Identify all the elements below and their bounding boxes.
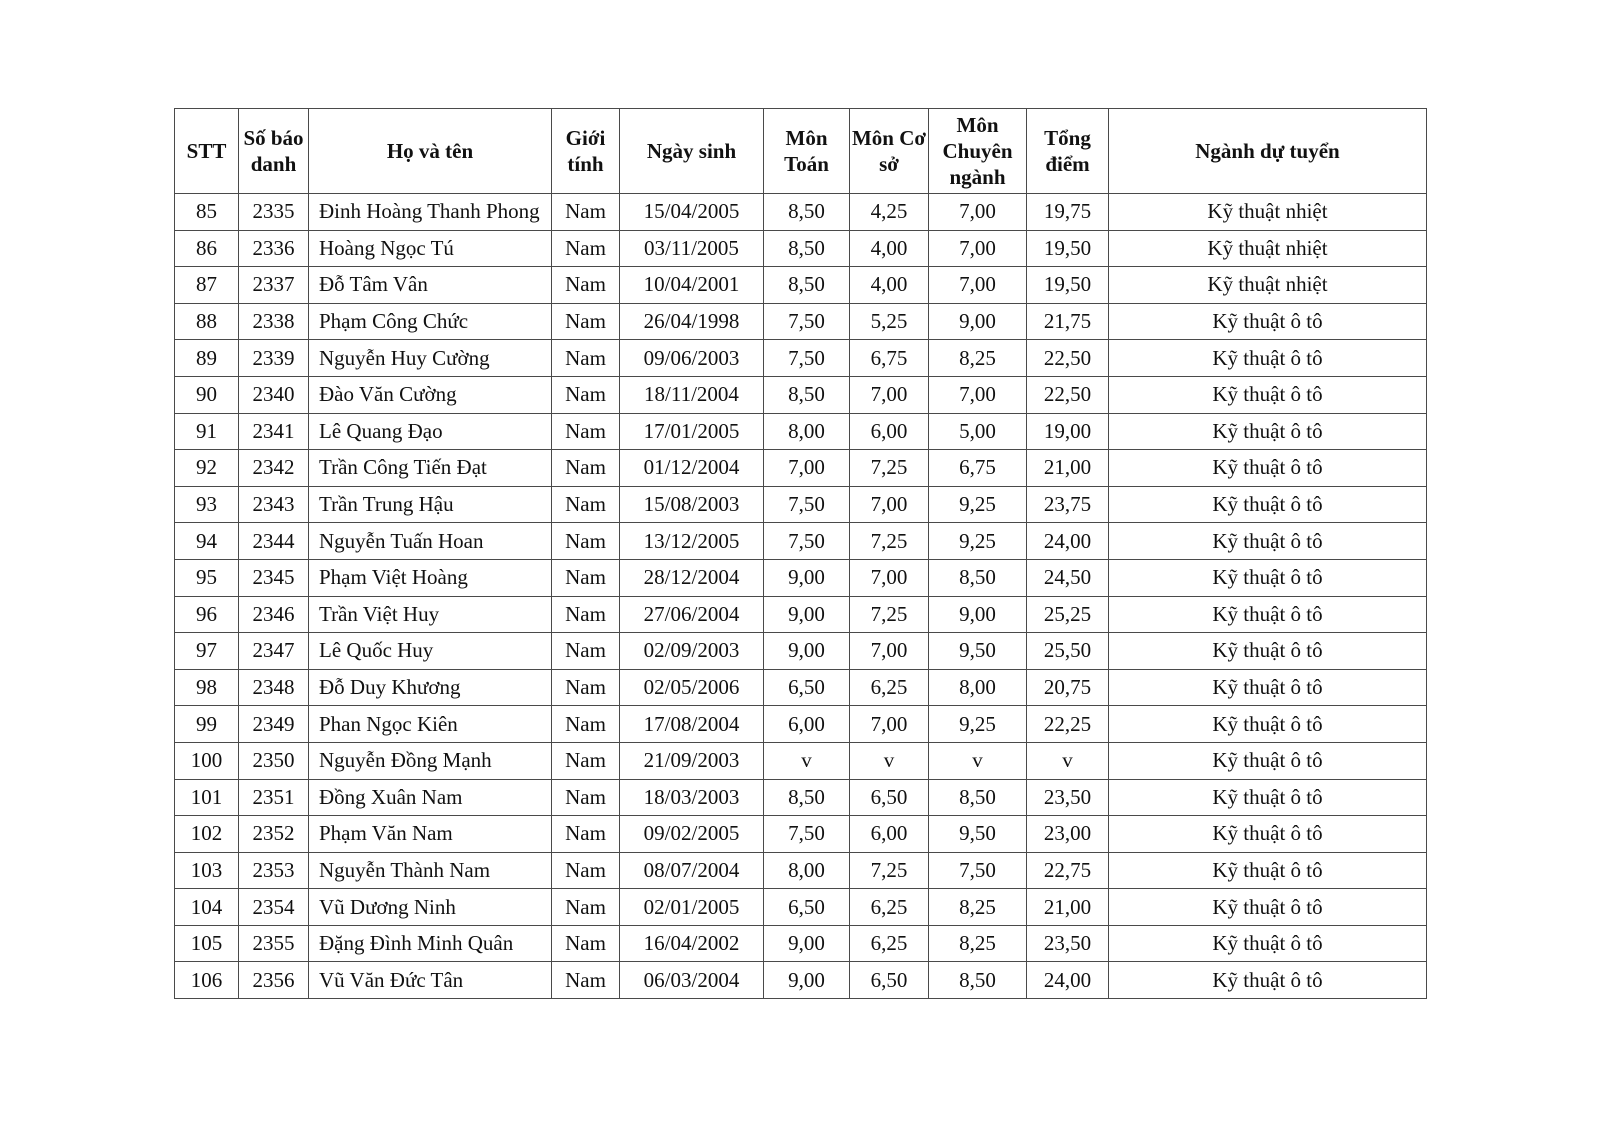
cell-major-subject: v [929, 742, 1027, 779]
cell-full-name: Trần Việt Huy [309, 596, 552, 633]
cell-major: Kỹ thuật ô tô [1109, 925, 1427, 962]
cell-gender: Nam [552, 523, 620, 560]
cell-math: 8,50 [764, 194, 850, 231]
cell-foundation: 6,50 [850, 779, 929, 816]
cell-major: Kỹ thuật ô tô [1109, 633, 1427, 670]
cell-foundation: 7,00 [850, 559, 929, 596]
cell-math: 9,00 [764, 962, 850, 999]
cell-stt: 103 [175, 852, 239, 889]
cell-major: Kỹ thuật ô tô [1109, 303, 1427, 340]
cell-major: Kỹ thuật ô tô [1109, 852, 1427, 889]
header-gender: Giới tính [552, 109, 620, 194]
cell-stt: 85 [175, 194, 239, 231]
cell-birth-date: 15/04/2005 [620, 194, 764, 231]
table-row [175, 559, 1427, 596]
cell-registration-number: 2356 [239, 962, 309, 999]
cell-gender: Nam [552, 340, 620, 377]
cell-foundation: 6,00 [850, 816, 929, 853]
table-row [175, 230, 1427, 267]
cell-full-name: Trần Trung Hậu [309, 486, 552, 523]
header-math: Môn Toán [764, 109, 850, 194]
cell-birth-date: 06/03/2004 [620, 962, 764, 999]
cell-stt: 101 [175, 779, 239, 816]
cell-major: Kỹ thuật ô tô [1109, 559, 1427, 596]
cell-major-subject: 9,50 [929, 816, 1027, 853]
header-foundation: Môn Cơ sở [850, 109, 929, 194]
table-row [175, 816, 1427, 853]
cell-full-name: Trần Công Tiến Đạt [309, 450, 552, 487]
table-row [175, 962, 1427, 999]
cell-gender: Nam [552, 669, 620, 706]
cell-registration-number: 2336 [239, 230, 309, 267]
cell-major-subject: 8,25 [929, 925, 1027, 962]
table-row [175, 413, 1427, 450]
cell-registration-number: 2352 [239, 816, 309, 853]
cell-full-name: Nguyễn Đồng Mạnh [309, 742, 552, 779]
table-row [175, 633, 1427, 670]
cell-gender: Nam [552, 194, 620, 231]
cell-registration-number: 2350 [239, 742, 309, 779]
cell-foundation: 5,25 [850, 303, 929, 340]
cell-stt: 89 [175, 340, 239, 377]
cell-stt: 99 [175, 706, 239, 743]
cell-full-name: Đồng Xuân Nam [309, 779, 552, 816]
cell-major-subject: 9,25 [929, 523, 1027, 560]
cell-gender: Nam [552, 413, 620, 450]
table-row [175, 486, 1427, 523]
cell-total-score: 25,50 [1027, 633, 1109, 670]
table-row [175, 706, 1427, 743]
header-major-subject: Môn Chuyên ngành [929, 109, 1027, 194]
cell-registration-number: 2337 [239, 267, 309, 304]
header-row [175, 109, 1427, 194]
cell-major-subject: 8,00 [929, 669, 1027, 706]
cell-birth-date: 26/04/1998 [620, 303, 764, 340]
table-row [175, 523, 1427, 560]
cell-birth-date: 01/12/2004 [620, 450, 764, 487]
cell-foundation: 6,75 [850, 340, 929, 377]
table-row [175, 194, 1427, 231]
cell-registration-number: 2345 [239, 559, 309, 596]
cell-major-subject: 9,50 [929, 633, 1027, 670]
cell-gender: Nam [552, 633, 620, 670]
cell-stt: 94 [175, 523, 239, 560]
cell-math: 7,50 [764, 303, 850, 340]
cell-total-score: 22,75 [1027, 852, 1109, 889]
cell-full-name: Đào Văn Cường [309, 376, 552, 413]
cell-major-subject: 9,00 [929, 303, 1027, 340]
cell-birth-date: 08/07/2004 [620, 852, 764, 889]
cell-math: 6,50 [764, 889, 850, 926]
table-row [175, 889, 1427, 926]
cell-math: v [764, 742, 850, 779]
header-birth-date: Ngày sinh [620, 109, 764, 194]
cell-major: Kỹ thuật ô tô [1109, 962, 1427, 999]
cell-birth-date: 21/09/2003 [620, 742, 764, 779]
cell-total-score: 23,00 [1027, 816, 1109, 853]
cell-major-subject: 9,25 [929, 706, 1027, 743]
cell-major-subject: 8,50 [929, 779, 1027, 816]
cell-major-subject: 9,25 [929, 486, 1027, 523]
cell-math: 7,50 [764, 340, 850, 377]
cell-major: Kỹ thuật ô tô [1109, 889, 1427, 926]
cell-full-name: Đặng Đình Minh Quân [309, 925, 552, 962]
cell-full-name: Đỗ Duy Khương [309, 669, 552, 706]
cell-full-name: Phạm Việt Hoàng [309, 559, 552, 596]
cell-gender: Nam [552, 376, 620, 413]
cell-birth-date: 02/05/2006 [620, 669, 764, 706]
cell-foundation: 7,00 [850, 633, 929, 670]
cell-birth-date: 18/11/2004 [620, 376, 764, 413]
cell-registration-number: 2355 [239, 925, 309, 962]
cell-math: 8,50 [764, 779, 850, 816]
cell-registration-number: 2341 [239, 413, 309, 450]
cell-foundation: 4,00 [850, 267, 929, 304]
cell-foundation: 6,50 [850, 962, 929, 999]
cell-gender: Nam [552, 852, 620, 889]
table-row [175, 596, 1427, 633]
cell-full-name: Nguyễn Tuấn Hoan [309, 523, 552, 560]
cell-total-score: 19,75 [1027, 194, 1109, 231]
cell-total-score: 24,50 [1027, 559, 1109, 596]
cell-major-subject: 7,50 [929, 852, 1027, 889]
cell-stt: 106 [175, 962, 239, 999]
cell-major: Kỹ thuật nhiệt [1109, 267, 1427, 304]
cell-registration-number: 2342 [239, 450, 309, 487]
cell-major: Kỹ thuật nhiệt [1109, 230, 1427, 267]
cell-math: 9,00 [764, 559, 850, 596]
cell-total-score: 19,50 [1027, 267, 1109, 304]
table-row [175, 669, 1427, 706]
cell-foundation: 7,25 [850, 596, 929, 633]
cell-birth-date: 17/01/2005 [620, 413, 764, 450]
cell-gender: Nam [552, 486, 620, 523]
cell-birth-date: 09/02/2005 [620, 816, 764, 853]
cell-gender: Nam [552, 706, 620, 743]
cell-total-score: 20,75 [1027, 669, 1109, 706]
cell-major-subject: 7,00 [929, 267, 1027, 304]
cell-math: 6,00 [764, 706, 850, 743]
cell-birth-date: 02/09/2003 [620, 633, 764, 670]
cell-gender: Nam [552, 596, 620, 633]
cell-registration-number: 2351 [239, 779, 309, 816]
cell-total-score: 19,50 [1027, 230, 1109, 267]
cell-math: 8,00 [764, 852, 850, 889]
header-major: Ngành dự tuyển [1109, 109, 1427, 194]
cell-major-subject: 7,00 [929, 376, 1027, 413]
cell-stt: 91 [175, 413, 239, 450]
cell-stt: 86 [175, 230, 239, 267]
cell-major: Kỹ thuật nhiệt [1109, 194, 1427, 231]
cell-stt: 88 [175, 303, 239, 340]
table-row [175, 742, 1427, 779]
cell-math: 7,50 [764, 486, 850, 523]
cell-birth-date: 16/04/2002 [620, 925, 764, 962]
cell-foundation: 7,00 [850, 376, 929, 413]
cell-registration-number: 2346 [239, 596, 309, 633]
cell-major-subject: 8,50 [929, 962, 1027, 999]
cell-foundation: 6,25 [850, 889, 929, 926]
cell-foundation: 4,00 [850, 230, 929, 267]
cell-math: 9,00 [764, 633, 850, 670]
cell-stt: 97 [175, 633, 239, 670]
cell-foundation: 6,25 [850, 925, 929, 962]
header-stt: STT [175, 109, 239, 194]
cell-full-name: Nguyễn Huy Cường [309, 340, 552, 377]
cell-math: 9,00 [764, 925, 850, 962]
cell-registration-number: 2338 [239, 303, 309, 340]
table-row [175, 779, 1427, 816]
cell-full-name: Lê Quang Đạo [309, 413, 552, 450]
cell-major-subject: 8,25 [929, 340, 1027, 377]
cell-foundation: 6,00 [850, 413, 929, 450]
cell-total-score: v [1027, 742, 1109, 779]
cell-registration-number: 2335 [239, 194, 309, 231]
cell-major: Kỹ thuật ô tô [1109, 669, 1427, 706]
cell-math: 8,50 [764, 376, 850, 413]
cell-major: Kỹ thuật ô tô [1109, 486, 1427, 523]
cell-gender: Nam [552, 925, 620, 962]
cell-gender: Nam [552, 889, 620, 926]
cell-birth-date: 28/12/2004 [620, 559, 764, 596]
cell-birth-date: 10/04/2001 [620, 267, 764, 304]
cell-registration-number: 2349 [239, 706, 309, 743]
cell-registration-number: 2354 [239, 889, 309, 926]
cell-total-score: 23,50 [1027, 925, 1109, 962]
cell-birth-date: 13/12/2005 [620, 523, 764, 560]
cell-total-score: 22,50 [1027, 340, 1109, 377]
table-body [175, 194, 1427, 999]
cell-foundation: 6,25 [850, 669, 929, 706]
cell-total-score: 22,25 [1027, 706, 1109, 743]
cell-full-name: Nguyễn Thành Nam [309, 852, 552, 889]
cell-foundation: 4,25 [850, 194, 929, 231]
cell-major: Kỹ thuật ô tô [1109, 450, 1427, 487]
cell-stt: 90 [175, 376, 239, 413]
header-full-name: Họ và tên [309, 109, 552, 194]
cell-foundation: 7,25 [850, 450, 929, 487]
cell-math: 6,50 [764, 669, 850, 706]
cell-major-subject: 8,50 [929, 559, 1027, 596]
cell-math: 8,00 [764, 413, 850, 450]
cell-stt: 95 [175, 559, 239, 596]
cell-math: 8,50 [764, 230, 850, 267]
cell-foundation: v [850, 742, 929, 779]
cell-major-subject: 6,75 [929, 450, 1027, 487]
cell-total-score: 21,75 [1027, 303, 1109, 340]
cell-major: Kỹ thuật ô tô [1109, 413, 1427, 450]
cell-gender: Nam [552, 450, 620, 487]
cell-gender: Nam [552, 303, 620, 340]
cell-foundation: 7,25 [850, 852, 929, 889]
cell-total-score: 21,00 [1027, 889, 1109, 926]
cell-gender: Nam [552, 559, 620, 596]
cell-birth-date: 02/01/2005 [620, 889, 764, 926]
cell-full-name: Phạm Văn Nam [309, 816, 552, 853]
cell-major: Kỹ thuật ô tô [1109, 816, 1427, 853]
cell-registration-number: 2347 [239, 633, 309, 670]
cell-full-name: Vũ Dương Ninh [309, 889, 552, 926]
cell-registration-number: 2339 [239, 340, 309, 377]
cell-foundation: 7,25 [850, 523, 929, 560]
cell-math: 7,50 [764, 816, 850, 853]
table-row [175, 925, 1427, 962]
cell-registration-number: 2348 [239, 669, 309, 706]
cell-total-score: 23,75 [1027, 486, 1109, 523]
header-registration-number: Số báo danh [239, 109, 309, 194]
cell-major-subject: 7,00 [929, 194, 1027, 231]
cell-total-score: 24,00 [1027, 962, 1109, 999]
cell-math: 7,00 [764, 450, 850, 487]
cell-major-subject: 5,00 [929, 413, 1027, 450]
cell-gender: Nam [552, 742, 620, 779]
cell-math: 7,50 [764, 523, 850, 560]
cell-full-name: Vũ Văn Đức Tân [309, 962, 552, 999]
cell-full-name: Đỗ Tâm Vân [309, 267, 552, 304]
cell-stt: 87 [175, 267, 239, 304]
cell-gender: Nam [552, 816, 620, 853]
cell-stt: 100 [175, 742, 239, 779]
table-row [175, 340, 1427, 377]
cell-stt: 104 [175, 889, 239, 926]
cell-total-score: 21,00 [1027, 450, 1109, 487]
cell-full-name: Đinh Hoàng Thanh Phong [309, 194, 552, 231]
table-row [175, 267, 1427, 304]
cell-gender: Nam [552, 962, 620, 999]
cell-stt: 93 [175, 486, 239, 523]
cell-registration-number: 2353 [239, 852, 309, 889]
cell-full-name: Phạm Công Chức [309, 303, 552, 340]
cell-stt: 92 [175, 450, 239, 487]
cell-math: 8,50 [764, 267, 850, 304]
cell-major: Kỹ thuật ô tô [1109, 779, 1427, 816]
cell-birth-date: 15/08/2003 [620, 486, 764, 523]
cell-major: Kỹ thuật ô tô [1109, 596, 1427, 633]
cell-birth-date: 18/03/2003 [620, 779, 764, 816]
cell-math: 9,00 [764, 596, 850, 633]
cell-foundation: 7,00 [850, 706, 929, 743]
cell-total-score: 19,00 [1027, 413, 1109, 450]
table-row [175, 852, 1427, 889]
cell-registration-number: 2340 [239, 376, 309, 413]
cell-birth-date: 27/06/2004 [620, 596, 764, 633]
cell-gender: Nam [552, 230, 620, 267]
cell-major: Kỹ thuật ô tô [1109, 340, 1427, 377]
cell-full-name: Lê Quốc Huy [309, 633, 552, 670]
cell-major-subject: 8,25 [929, 889, 1027, 926]
cell-full-name: Phan Ngọc Kiên [309, 706, 552, 743]
header-total-score: Tổng điểm [1027, 109, 1109, 194]
cell-stt: 98 [175, 669, 239, 706]
cell-birth-date: 09/06/2003 [620, 340, 764, 377]
cell-major-subject: 7,00 [929, 230, 1027, 267]
cell-major: Kỹ thuật ô tô [1109, 523, 1427, 560]
results-table [174, 108, 1427, 999]
cell-full-name: Hoàng Ngọc Tú [309, 230, 552, 267]
cell-foundation: 7,00 [850, 486, 929, 523]
cell-birth-date: 03/11/2005 [620, 230, 764, 267]
cell-major: Kỹ thuật ô tô [1109, 376, 1427, 413]
cell-major: Kỹ thuật ô tô [1109, 742, 1427, 779]
cell-registration-number: 2343 [239, 486, 309, 523]
cell-total-score: 22,50 [1027, 376, 1109, 413]
cell-gender: Nam [552, 267, 620, 304]
table-row [175, 376, 1427, 413]
cell-total-score: 25,25 [1027, 596, 1109, 633]
table-row [175, 303, 1427, 340]
cell-total-score: 23,50 [1027, 779, 1109, 816]
table-row [175, 450, 1427, 487]
cell-stt: 102 [175, 816, 239, 853]
cell-registration-number: 2344 [239, 523, 309, 560]
cell-stt: 105 [175, 925, 239, 962]
cell-total-score: 24,00 [1027, 523, 1109, 560]
cell-birth-date: 17/08/2004 [620, 706, 764, 743]
cell-major-subject: 9,00 [929, 596, 1027, 633]
cell-major: Kỹ thuật ô tô [1109, 706, 1427, 743]
cell-stt: 96 [175, 596, 239, 633]
cell-gender: Nam [552, 779, 620, 816]
